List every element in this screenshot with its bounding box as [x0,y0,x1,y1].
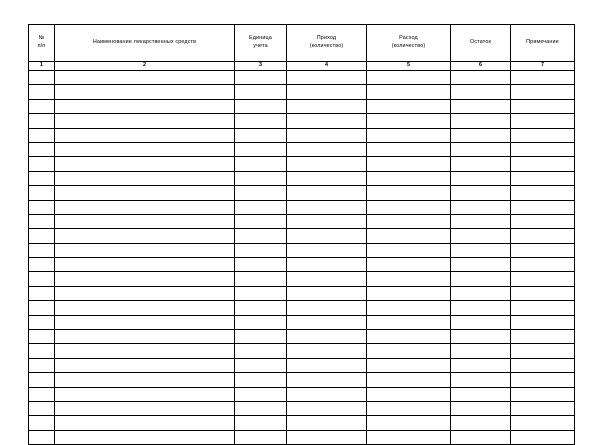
table-cell-income[interactable] [287,214,367,228]
table-cell-name[interactable] [55,128,235,142]
column-header-income-line-1: Приход [316,35,337,42]
table-cell-outcome[interactable] [367,258,451,272]
table-cell-num[interactable] [29,142,55,156]
table-cell-outcome[interactable] [367,286,451,300]
table-cell-balance[interactable] [451,200,511,214]
table-cell-unit[interactable] [235,142,287,156]
table-cell-balance[interactable] [451,214,511,228]
table-cell-notes[interactable] [511,200,575,214]
table-cell-balance[interactable] [451,301,511,315]
table-cell-notes[interactable] [511,258,575,272]
table-cell-unit[interactable] [235,157,287,171]
table-cell-outcome[interactable] [367,315,451,329]
column-header-outcome [367,25,451,62]
table-cell-unit[interactable] [235,99,287,113]
table-cell-num[interactable] [29,344,55,358]
column-number-notes: 7 [511,62,575,71]
table-cell-num[interactable] [29,330,55,344]
table-cell-unit[interactable] [235,71,287,85]
table-row [29,157,575,171]
table-cell-income[interactable] [287,229,367,243]
table-cell-num[interactable] [29,229,55,243]
table-cell-income[interactable] [287,200,367,214]
table-cell-name[interactable] [55,171,235,185]
table-cell-notes[interactable] [511,416,575,430]
table-cell-income[interactable] [287,71,367,85]
table-row [29,344,575,358]
table-cell-notes[interactable] [511,301,575,315]
table-cell-unit[interactable] [235,430,287,444]
table-cell-notes[interactable] [511,142,575,156]
table-cell-balance[interactable] [451,401,511,415]
table-cell-num[interactable] [29,358,55,372]
table-row [29,99,575,113]
table-cell-notes[interactable] [511,315,575,329]
table-cell-num[interactable] [29,171,55,185]
table-cell-notes[interactable] [511,114,575,128]
table-cell-unit[interactable] [235,301,287,315]
table-cell-outcome[interactable] [367,430,451,444]
column-number-income: 4 [287,62,367,71]
table-cell-num[interactable] [29,99,55,113]
table-cell-name[interactable] [55,387,235,401]
table-cell-balance[interactable] [451,358,511,372]
table-cell-num[interactable] [29,286,55,300]
table-cell-num[interactable] [29,186,55,200]
table-row [29,401,575,415]
table-cell-unit[interactable] [235,373,287,387]
table-cell-balance[interactable] [451,243,511,257]
table-cell-name[interactable] [55,358,235,372]
table-cell-unit[interactable] [235,243,287,257]
table-cell-notes[interactable] [511,214,575,228]
table-cell-name[interactable] [55,315,235,329]
table-cell-income[interactable] [287,401,367,415]
table-cell-outcome[interactable] [367,71,451,85]
table-cell-unit[interactable] [235,171,287,185]
table-cell-notes[interactable] [511,85,575,99]
table-cell-income[interactable] [287,330,367,344]
table-cell-balance[interactable] [451,286,511,300]
table-cell-name[interactable] [55,114,235,128]
table-cell-name[interactable] [55,401,235,415]
table-cell-income[interactable] [287,186,367,200]
table-cell-notes[interactable] [511,272,575,286]
table-cell-notes[interactable] [511,358,575,372]
table-cell-income[interactable] [287,114,367,128]
table-cell-income[interactable] [287,344,367,358]
table-cell-unit[interactable] [235,229,287,243]
table-cell-outcome[interactable] [367,272,451,286]
table-cell-income[interactable] [287,315,367,329]
table-row [29,373,575,387]
table-cell-notes[interactable] [511,286,575,300]
table-cell-num[interactable] [29,200,55,214]
table-cell-income[interactable] [287,373,367,387]
table-cell-unit[interactable] [235,186,287,200]
table-row [29,214,575,228]
table-cell-outcome[interactable] [367,186,451,200]
table-cell-income[interactable] [287,128,367,142]
table-cell-balance[interactable] [451,114,511,128]
table-cell-balance[interactable] [451,416,511,430]
table-cell-name[interactable] [55,416,235,430]
table-row [29,272,575,286]
table-cell-outcome[interactable] [367,229,451,243]
ledger-table [28,24,575,445]
column-header-name-line-1: Наименование лекарственных средств [92,39,197,46]
table-cell-outcome[interactable] [367,243,451,257]
column-header-unit-line-1: Единица [249,35,272,42]
table-cell-num[interactable] [29,157,55,171]
column-number-outcome: 5 [367,62,451,71]
table-cell-name[interactable] [55,301,235,315]
table-cell-notes[interactable] [511,71,575,85]
table-cell-num[interactable] [29,214,55,228]
table-cell-outcome[interactable] [367,330,451,344]
table-row [29,330,575,344]
table-cell-outcome[interactable] [367,401,451,415]
table-cell-notes[interactable] [511,99,575,113]
table-cell-name[interactable] [55,186,235,200]
table-cell-income[interactable] [287,416,367,430]
table-body [29,71,575,445]
column-header-balance-line-1: Остаток [470,39,491,46]
table-cell-outcome[interactable] [367,157,451,171]
table-cell-income[interactable] [287,157,367,171]
table-cell-num[interactable] [29,243,55,257]
table-cell-outcome[interactable] [367,214,451,228]
table-cell-outcome[interactable] [367,99,451,113]
table-cell-unit[interactable] [235,85,287,99]
table-cell-outcome[interactable] [367,301,451,315]
table-cell-outcome[interactable] [367,85,451,99]
table-cell-outcome[interactable] [367,200,451,214]
table-cell-balance[interactable] [451,258,511,272]
table-cell-outcome[interactable] [367,373,451,387]
table-cell-num[interactable] [29,272,55,286]
table-row [29,416,575,430]
table-cell-name[interactable] [55,229,235,243]
table-cell-income[interactable] [287,286,367,300]
table-row [29,286,575,300]
table-cell-unit[interactable] [235,214,287,228]
table-cell-name[interactable] [55,214,235,228]
table-cell-num[interactable] [29,387,55,401]
table-cell-name[interactable] [55,286,235,300]
table-cell-income[interactable] [287,358,367,372]
column-number-name: 2 [55,62,235,71]
table-cell-income[interactable] [287,171,367,185]
table-cell-balance[interactable] [451,373,511,387]
table-row [29,171,575,185]
table-cell-num[interactable] [29,301,55,315]
table-cell-notes[interactable] [511,171,575,185]
table-row [29,358,575,372]
table-cell-unit[interactable] [235,258,287,272]
column-number-row [29,62,575,71]
table-row [29,258,575,272]
table-row [29,387,575,401]
column-number-num: 1 [29,62,55,71]
table-cell-notes[interactable] [511,186,575,200]
table-header [29,25,575,71]
table-cell-outcome[interactable] [367,171,451,185]
table-cell-outcome[interactable] [367,344,451,358]
table-row [29,229,575,243]
table-cell-name[interactable] [55,85,235,99]
column-number-unit: 3 [235,62,287,71]
table-cell-notes[interactable] [511,387,575,401]
table-cell-outcome[interactable] [367,142,451,156]
table-cell-name[interactable] [55,272,235,286]
table-cell-balance[interactable] [451,99,511,113]
table-cell-income[interactable] [287,272,367,286]
table-cell-income[interactable] [287,430,367,444]
table-cell-outcome[interactable] [367,387,451,401]
table-cell-num[interactable] [29,401,55,415]
column-header-balance [451,25,511,62]
table-cell-name[interactable] [55,430,235,444]
column-header-name [55,25,235,62]
column-header-outcome-line-1: Расход [399,35,418,42]
table-cell-notes[interactable] [511,430,575,444]
table-cell-notes[interactable] [511,128,575,142]
table-cell-name[interactable] [55,330,235,344]
table-cell-name[interactable] [55,243,235,257]
table-cell-unit[interactable] [235,315,287,329]
column-header-unit-line-2: учета [253,43,268,49]
table-cell-income[interactable] [287,387,367,401]
table-row [29,128,575,142]
table-cell-balance[interactable] [451,71,511,85]
header-row [29,25,575,62]
table-row [29,142,575,156]
column-header-income [287,25,367,62]
column-number-balance: 6 [451,62,511,71]
table-cell-balance[interactable] [451,272,511,286]
table-cell-notes[interactable] [511,330,575,344]
table-cell-num[interactable] [29,430,55,444]
table-cell-unit[interactable] [235,272,287,286]
table-cell-outcome[interactable] [367,128,451,142]
table-cell-income[interactable] [287,99,367,113]
table-cell-num[interactable] [29,128,55,142]
column-header-outcome-line-2: (количество) [391,43,426,49]
table-cell-num[interactable] [29,258,55,272]
table-row [29,186,575,200]
table-cell-income[interactable] [287,85,367,99]
table-row [29,243,575,257]
table-cell-unit[interactable] [235,200,287,214]
table-cell-name[interactable] [55,142,235,156]
table-cell-notes[interactable] [511,373,575,387]
table-cell-balance[interactable] [451,344,511,358]
table-cell-income[interactable] [287,301,367,315]
table-row [29,200,575,214]
table-row [29,85,575,99]
table-cell-unit[interactable] [235,114,287,128]
table-cell-unit[interactable] [235,401,287,415]
column-header-notes-line-1: Примечание [526,39,559,46]
table-cell-outcome[interactable] [367,114,451,128]
ledger-table-wrapper [28,24,574,445]
table-cell-notes[interactable] [511,344,575,358]
table-cell-notes[interactable] [511,157,575,171]
table-cell-balance[interactable] [451,229,511,243]
table-cell-name[interactable] [55,258,235,272]
table-cell-notes[interactable] [511,243,575,257]
table-cell-income[interactable] [287,258,367,272]
column-header-unit [235,25,287,62]
table-cell-name[interactable] [55,344,235,358]
table-cell-name[interactable] [55,71,235,85]
table-cell-balance[interactable] [451,157,511,171]
table-cell-num[interactable] [29,416,55,430]
column-header-notes [511,25,575,62]
table-row [29,430,575,444]
column-header-num-line-1: № [38,35,45,42]
table-cell-balance[interactable] [451,186,511,200]
table-cell-balance[interactable] [451,142,511,156]
table-cell-num[interactable] [29,315,55,329]
table-row [29,71,575,85]
table-cell-name[interactable] [55,157,235,171]
table-cell-unit[interactable] [235,358,287,372]
table-cell-unit[interactable] [235,286,287,300]
table-row [29,315,575,329]
table-cell-outcome[interactable] [367,416,451,430]
table-cell-balance[interactable] [451,128,511,142]
table-cell-unit[interactable] [235,344,287,358]
table-cell-name[interactable] [55,373,235,387]
table-cell-balance[interactable] [451,315,511,329]
table-cell-balance[interactable] [451,171,511,185]
table-cell-balance[interactable] [451,85,511,99]
table-cell-balance[interactable] [451,330,511,344]
table-cell-notes[interactable] [511,401,575,415]
table-cell-unit[interactable] [235,128,287,142]
table-cell-num[interactable] [29,71,55,85]
column-header-income-line-2: (количество) [309,43,344,49]
table-cell-name[interactable] [55,200,235,214]
table-cell-num[interactable] [29,373,55,387]
table-cell-notes[interactable] [511,229,575,243]
table-cell-num[interactable] [29,114,55,128]
table-cell-outcome[interactable] [367,358,451,372]
table-cell-unit[interactable] [235,387,287,401]
table-row [29,301,575,315]
table-cell-balance[interactable] [451,387,511,401]
column-header-num [29,25,55,62]
table-cell-income[interactable] [287,142,367,156]
table-cell-unit[interactable] [235,416,287,430]
table-cell-balance[interactable] [451,430,511,444]
table-row [29,114,575,128]
column-header-num-line-2: п/п [37,43,46,49]
table-cell-num[interactable] [29,85,55,99]
table-cell-unit[interactable] [235,330,287,344]
table-cell-income[interactable] [287,243,367,257]
table-cell-name[interactable] [55,99,235,113]
